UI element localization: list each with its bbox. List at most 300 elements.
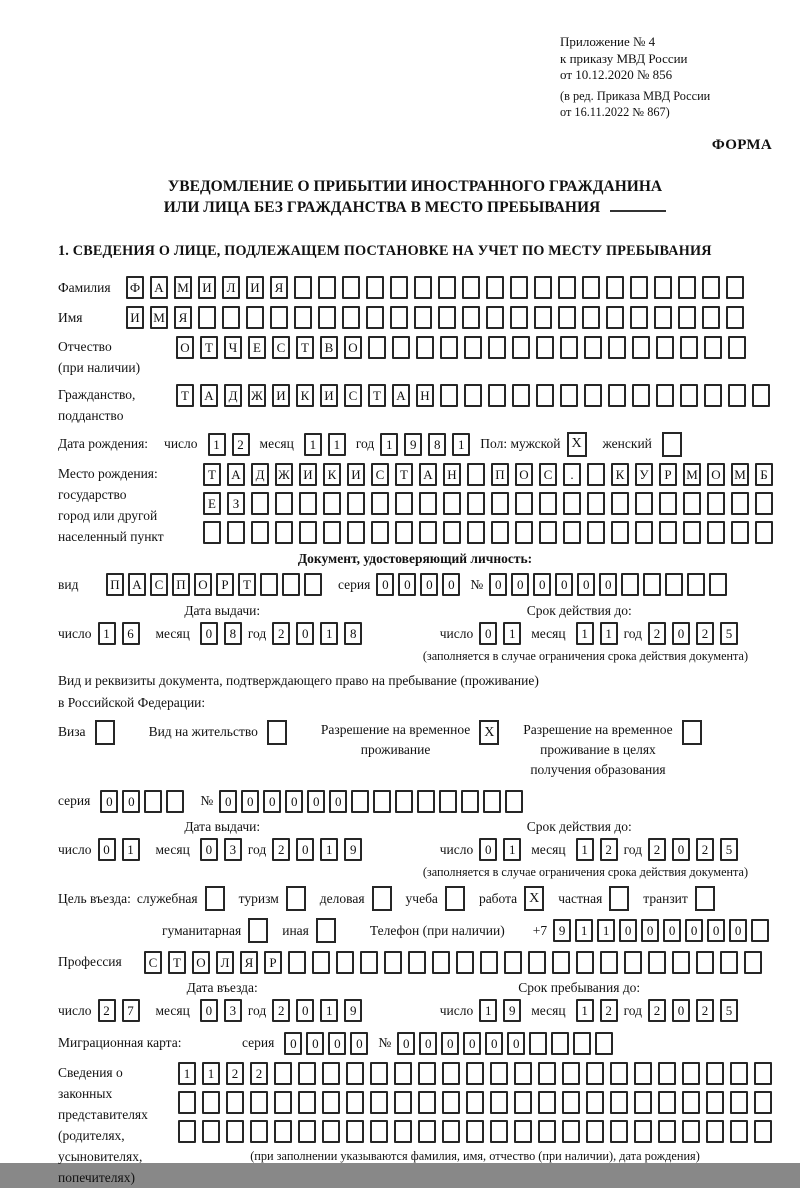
char-cell[interactable] <box>371 492 389 515</box>
char-cell[interactable] <box>539 521 557 544</box>
char-cell[interactable] <box>608 336 626 359</box>
char-cell[interactable] <box>442 1062 460 1085</box>
char-cell[interactable]: 9 <box>404 433 422 456</box>
char-cell[interactable] <box>731 521 749 544</box>
char-cell[interactable] <box>461 790 479 813</box>
char-cell[interactable] <box>464 384 482 407</box>
char-cell[interactable] <box>304 573 322 596</box>
char-cell[interactable] <box>706 1091 724 1114</box>
char-cell[interactable] <box>586 1120 604 1143</box>
sex-female-checkbox[interactable] <box>662 432 682 457</box>
char-cell[interactable] <box>491 492 509 515</box>
char-cell[interactable] <box>467 463 485 486</box>
char-cell[interactable] <box>659 521 677 544</box>
char-cell[interactable]: 0 <box>100 790 118 813</box>
char-cell[interactable]: 0 <box>672 622 690 645</box>
char-cell[interactable] <box>514 1120 532 1143</box>
char-cell[interactable] <box>351 790 369 813</box>
char-cell[interactable]: 0 <box>599 573 617 596</box>
char-cell[interactable] <box>467 521 485 544</box>
char-cell[interactable]: О <box>344 336 362 359</box>
char-cell[interactable] <box>322 1062 340 1085</box>
char-cell[interactable] <box>562 1120 580 1143</box>
char-cell[interactable]: Л <box>216 951 234 974</box>
char-cell[interactable] <box>440 336 458 359</box>
char-cell[interactable] <box>654 276 672 299</box>
char-cell[interactable] <box>370 1091 388 1114</box>
char-cell[interactable] <box>534 276 552 299</box>
char-cell[interactable]: 0 <box>663 919 681 942</box>
char-cell[interactable]: К <box>611 463 629 486</box>
char-cell[interactable] <box>466 1120 484 1143</box>
char-cell[interactable] <box>672 951 690 974</box>
char-cell[interactable]: 0 <box>685 919 703 942</box>
char-cell[interactable]: 2 <box>648 999 666 1022</box>
char-cell[interactable]: 1 <box>320 999 338 1022</box>
char-cell[interactable]: С <box>150 573 168 596</box>
char-cell[interactable]: Т <box>168 951 186 974</box>
char-cell[interactable] <box>680 336 698 359</box>
char-cell[interactable] <box>643 573 661 596</box>
char-cell[interactable]: П <box>172 573 190 596</box>
char-cell[interactable] <box>488 384 506 407</box>
char-cell[interactable]: Ф <box>126 276 144 299</box>
char-cell[interactable]: 1 <box>320 838 338 861</box>
char-cell[interactable]: 0 <box>296 838 314 861</box>
char-cell[interactable] <box>394 1062 412 1085</box>
char-cell[interactable] <box>298 1120 316 1143</box>
purpose-private-checkbox[interactable] <box>609 886 629 911</box>
char-cell[interactable] <box>635 492 653 515</box>
char-cell[interactable]: 1 <box>575 919 593 942</box>
char-cell[interactable]: 1 <box>208 433 226 456</box>
char-cell[interactable] <box>442 1120 460 1143</box>
char-cell[interactable] <box>587 492 605 515</box>
char-cell[interactable]: 0 <box>729 919 747 942</box>
char-cell[interactable] <box>275 521 293 544</box>
char-cell[interactable]: 1 <box>202 1062 220 1085</box>
char-cell[interactable] <box>490 1091 508 1114</box>
char-cell[interactable] <box>696 951 714 974</box>
char-cell[interactable]: Т <box>176 384 194 407</box>
char-cell[interactable]: 0 <box>122 790 140 813</box>
char-cell[interactable] <box>419 492 437 515</box>
char-cell[interactable] <box>294 306 312 329</box>
char-cell[interactable] <box>587 521 605 544</box>
char-cell[interactable]: Т <box>395 463 413 486</box>
purpose-transit-checkbox[interactable] <box>695 886 715 911</box>
char-cell[interactable]: 0 <box>200 838 218 861</box>
char-cell[interactable]: 2 <box>226 1062 244 1085</box>
char-cell[interactable]: 1 <box>452 433 470 456</box>
char-cell[interactable] <box>294 276 312 299</box>
char-cell[interactable]: 8 <box>428 433 446 456</box>
char-cell[interactable] <box>512 336 530 359</box>
char-cell[interactable] <box>755 521 773 544</box>
char-cell[interactable]: 1 <box>479 999 497 1022</box>
char-cell[interactable] <box>203 521 221 544</box>
char-cell[interactable] <box>394 1091 412 1114</box>
char-cell[interactable] <box>754 1120 772 1143</box>
char-cell[interactable] <box>704 384 722 407</box>
char-cell[interactable]: И <box>198 276 216 299</box>
char-cell[interactable] <box>659 492 677 515</box>
char-cell[interactable] <box>534 306 552 329</box>
char-cell[interactable] <box>226 1120 244 1143</box>
char-cell[interactable] <box>706 1062 724 1085</box>
char-cell[interactable] <box>299 521 317 544</box>
char-cell[interactable]: О <box>707 463 725 486</box>
purpose-other-checkbox[interactable] <box>316 918 336 943</box>
char-cell[interactable]: С <box>344 384 362 407</box>
char-cell[interactable] <box>621 573 639 596</box>
char-cell[interactable] <box>562 1091 580 1114</box>
char-cell[interactable]: А <box>227 463 245 486</box>
char-cell[interactable] <box>342 276 360 299</box>
char-cell[interactable] <box>586 1091 604 1114</box>
char-cell[interactable]: 0 <box>442 573 460 596</box>
char-cell[interactable]: И <box>320 384 338 407</box>
char-cell[interactable] <box>558 306 576 329</box>
char-cell[interactable] <box>322 1091 340 1114</box>
char-cell[interactable] <box>754 1091 772 1114</box>
char-cell[interactable] <box>222 306 240 329</box>
char-cell[interactable]: 2 <box>272 999 290 1022</box>
char-cell[interactable] <box>395 492 413 515</box>
char-cell[interactable] <box>417 790 435 813</box>
char-cell[interactable] <box>687 573 705 596</box>
char-cell[interactable] <box>720 951 738 974</box>
char-cell[interactable]: 0 <box>555 573 573 596</box>
char-cell[interactable] <box>707 492 725 515</box>
char-cell[interactable] <box>466 1091 484 1114</box>
char-cell[interactable] <box>432 951 450 974</box>
char-cell[interactable] <box>538 1062 556 1085</box>
purpose-humanitarian-checkbox[interactable] <box>248 918 268 943</box>
char-cell[interactable]: П <box>491 463 509 486</box>
char-cell[interactable] <box>751 919 769 942</box>
char-cell[interactable] <box>373 790 391 813</box>
char-cell[interactable] <box>752 384 770 407</box>
char-cell[interactable]: И <box>126 306 144 329</box>
char-cell[interactable] <box>390 276 408 299</box>
char-cell[interactable] <box>274 1091 292 1114</box>
char-cell[interactable]: 2 <box>648 838 666 861</box>
purpose-work-checkbox[interactable]: X <box>524 886 544 911</box>
char-cell[interactable]: Ж <box>248 384 266 407</box>
char-cell[interactable]: 0 <box>307 790 325 813</box>
purpose-tourism-checkbox[interactable] <box>286 886 306 911</box>
char-cell[interactable] <box>514 1062 532 1085</box>
char-cell[interactable] <box>634 1120 652 1143</box>
char-cell[interactable] <box>648 951 666 974</box>
char-cell[interactable]: З <box>227 492 245 515</box>
char-cell[interactable] <box>371 521 389 544</box>
char-cell[interactable]: 3 <box>224 999 242 1022</box>
char-cell[interactable] <box>370 1120 388 1143</box>
char-cell[interactable]: 1 <box>503 838 521 861</box>
char-cell[interactable] <box>665 573 683 596</box>
char-cell[interactable]: А <box>419 463 437 486</box>
char-cell[interactable] <box>274 1120 292 1143</box>
char-cell[interactable]: О <box>192 951 210 974</box>
char-cell[interactable] <box>624 951 642 974</box>
char-cell[interactable]: 1 <box>380 433 398 456</box>
char-cell[interactable] <box>418 1091 436 1114</box>
char-cell[interactable]: Я <box>270 276 288 299</box>
char-cell[interactable]: 3 <box>224 838 242 861</box>
char-cell[interactable] <box>366 306 384 329</box>
char-cell[interactable]: 1 <box>122 838 140 861</box>
char-cell[interactable]: 0 <box>672 999 690 1022</box>
char-cell[interactable] <box>298 1091 316 1114</box>
char-cell[interactable] <box>346 1091 364 1114</box>
char-cell[interactable] <box>563 492 581 515</box>
char-cell[interactable] <box>611 521 629 544</box>
char-cell[interactable]: 0 <box>707 919 725 942</box>
char-cell[interactable]: Т <box>368 384 386 407</box>
char-cell[interactable] <box>505 790 523 813</box>
residence-permit-checkbox[interactable] <box>267 720 287 745</box>
char-cell[interactable] <box>654 306 672 329</box>
char-cell[interactable] <box>678 276 696 299</box>
char-cell[interactable]: В <box>320 336 338 359</box>
char-cell[interactable]: О <box>194 573 212 596</box>
char-cell[interactable]: Д <box>251 463 269 486</box>
char-cell[interactable]: 0 <box>350 1032 368 1055</box>
char-cell[interactable]: Ж <box>275 463 293 486</box>
char-cell[interactable]: 2 <box>600 838 618 861</box>
char-cell[interactable] <box>635 521 653 544</box>
char-cell[interactable]: 1 <box>98 622 116 645</box>
char-cell[interactable] <box>250 1120 268 1143</box>
char-cell[interactable]: И <box>299 463 317 486</box>
char-cell[interactable] <box>466 1062 484 1085</box>
char-cell[interactable] <box>490 1120 508 1143</box>
char-cell[interactable]: П <box>106 573 124 596</box>
char-cell[interactable]: 1 <box>178 1062 196 1085</box>
char-cell[interactable]: Я <box>240 951 258 974</box>
char-cell[interactable] <box>562 1062 580 1085</box>
char-cell[interactable]: 0 <box>511 573 529 596</box>
char-cell[interactable]: 2 <box>696 999 714 1022</box>
char-cell[interactable] <box>658 1091 676 1114</box>
char-cell[interactable]: 1 <box>328 433 346 456</box>
char-cell[interactable]: А <box>128 573 146 596</box>
char-cell[interactable]: К <box>323 463 341 486</box>
char-cell[interactable]: 0 <box>263 790 281 813</box>
char-cell[interactable]: Т <box>296 336 314 359</box>
char-cell[interactable] <box>366 276 384 299</box>
char-cell[interactable]: 0 <box>420 573 438 596</box>
char-cell[interactable] <box>275 492 293 515</box>
char-cell[interactable]: Р <box>264 951 282 974</box>
char-cell[interactable] <box>514 1091 532 1114</box>
char-cell[interactable]: 8 <box>224 622 242 645</box>
char-cell[interactable]: 9 <box>344 999 362 1022</box>
char-cell[interactable] <box>346 1120 364 1143</box>
char-cell[interactable]: 2 <box>696 838 714 861</box>
char-cell[interactable] <box>347 492 365 515</box>
char-cell[interactable] <box>731 492 749 515</box>
char-cell[interactable] <box>390 306 408 329</box>
char-cell[interactable] <box>656 384 674 407</box>
char-cell[interactable] <box>702 276 720 299</box>
char-cell[interactable]: 5 <box>720 622 738 645</box>
char-cell[interactable] <box>166 790 184 813</box>
char-cell[interactable]: 2 <box>250 1062 268 1085</box>
char-cell[interactable] <box>707 521 725 544</box>
char-cell[interactable] <box>680 384 698 407</box>
char-cell[interactable] <box>486 306 504 329</box>
char-cell[interactable] <box>227 521 245 544</box>
char-cell[interactable] <box>536 384 554 407</box>
char-cell[interactable] <box>251 521 269 544</box>
char-cell[interactable] <box>582 306 600 329</box>
char-cell[interactable] <box>438 276 456 299</box>
char-cell[interactable]: И <box>246 276 264 299</box>
char-cell[interactable]: 0 <box>397 1032 415 1055</box>
char-cell[interactable] <box>202 1091 220 1114</box>
char-cell[interactable]: У <box>635 463 653 486</box>
char-cell[interactable]: 0 <box>329 790 347 813</box>
char-cell[interactable]: Т <box>203 463 221 486</box>
char-cell[interactable] <box>395 521 413 544</box>
char-cell[interactable]: С <box>539 463 557 486</box>
char-cell[interactable]: 0 <box>241 790 259 813</box>
char-cell[interactable] <box>346 1062 364 1085</box>
char-cell[interactable] <box>610 1062 628 1085</box>
char-cell[interactable] <box>730 1091 748 1114</box>
char-cell[interactable] <box>728 384 746 407</box>
char-cell[interactable]: 0 <box>285 790 303 813</box>
char-cell[interactable] <box>658 1120 676 1143</box>
char-cell[interactable] <box>563 521 581 544</box>
char-cell[interactable] <box>274 1062 292 1085</box>
char-cell[interactable] <box>573 1032 591 1055</box>
char-cell[interactable] <box>658 1062 676 1085</box>
char-cell[interactable] <box>491 521 509 544</box>
char-cell[interactable]: 0 <box>533 573 551 596</box>
char-cell[interactable] <box>755 492 773 515</box>
char-cell[interactable]: 0 <box>463 1032 481 1055</box>
char-cell[interactable] <box>323 521 341 544</box>
char-cell[interactable]: Т <box>200 336 218 359</box>
char-cell[interactable] <box>538 1091 556 1114</box>
char-cell[interactable] <box>606 306 624 329</box>
char-cell[interactable] <box>600 951 618 974</box>
char-cell[interactable] <box>322 1120 340 1143</box>
char-cell[interactable]: 1 <box>576 838 594 861</box>
char-cell[interactable] <box>486 276 504 299</box>
char-cell[interactable]: 0 <box>641 919 659 942</box>
char-cell[interactable]: Е <box>203 492 221 515</box>
char-cell[interactable] <box>538 1120 556 1143</box>
char-cell[interactable]: Л <box>222 276 240 299</box>
char-cell[interactable]: 7 <box>122 999 140 1022</box>
char-cell[interactable]: 1 <box>304 433 322 456</box>
char-cell[interactable] <box>630 276 648 299</box>
char-cell[interactable] <box>144 790 162 813</box>
char-cell[interactable]: Т <box>238 573 256 596</box>
char-cell[interactable] <box>706 1120 724 1143</box>
char-cell[interactable]: Д <box>224 384 242 407</box>
char-cell[interactable]: О <box>515 463 533 486</box>
char-cell[interactable]: 2 <box>272 622 290 645</box>
char-cell[interactable]: 8 <box>344 622 362 645</box>
char-cell[interactable] <box>702 306 720 329</box>
purpose-official-checkbox[interactable] <box>205 886 225 911</box>
char-cell[interactable] <box>270 306 288 329</box>
char-cell[interactable]: 0 <box>284 1032 302 1055</box>
purpose-study-checkbox[interactable] <box>445 886 465 911</box>
char-cell[interactable] <box>440 384 458 407</box>
char-cell[interactable] <box>709 573 727 596</box>
char-cell[interactable] <box>462 306 480 329</box>
char-cell[interactable] <box>656 336 674 359</box>
char-cell[interactable]: 9 <box>553 919 571 942</box>
char-cell[interactable]: 0 <box>479 838 497 861</box>
char-cell[interactable] <box>586 1062 604 1085</box>
purpose-business-checkbox[interactable] <box>372 886 392 911</box>
char-cell[interactable]: 0 <box>219 790 237 813</box>
char-cell[interactable] <box>347 521 365 544</box>
char-cell[interactable] <box>754 1062 772 1085</box>
char-cell[interactable]: 0 <box>489 573 507 596</box>
char-cell[interactable] <box>730 1120 748 1143</box>
char-cell[interactable] <box>576 951 594 974</box>
char-cell[interactable] <box>312 951 330 974</box>
char-cell[interactable]: 9 <box>503 999 521 1022</box>
char-cell[interactable] <box>318 306 336 329</box>
char-cell[interactable]: Р <box>216 573 234 596</box>
char-cell[interactable] <box>202 1120 220 1143</box>
char-cell[interactable] <box>634 1062 652 1085</box>
char-cell[interactable] <box>260 573 278 596</box>
char-cell[interactable] <box>529 1032 547 1055</box>
char-cell[interactable]: Р <box>659 463 677 486</box>
char-cell[interactable]: Н <box>443 463 461 486</box>
char-cell[interactable] <box>408 951 426 974</box>
char-cell[interactable] <box>682 1120 700 1143</box>
char-cell[interactable] <box>246 306 264 329</box>
char-cell[interactable] <box>558 276 576 299</box>
char-cell[interactable] <box>528 951 546 974</box>
char-cell[interactable]: 6 <box>122 622 140 645</box>
char-cell[interactable] <box>370 1062 388 1085</box>
char-cell[interactable]: С <box>371 463 389 486</box>
char-cell[interactable] <box>611 492 629 515</box>
char-cell[interactable]: С <box>272 336 290 359</box>
char-cell[interactable]: 0 <box>507 1032 525 1055</box>
char-cell[interactable]: 0 <box>296 999 314 1022</box>
char-cell[interactable] <box>462 276 480 299</box>
char-cell[interactable] <box>744 951 762 974</box>
char-cell[interactable]: 0 <box>485 1032 503 1055</box>
char-cell[interactable] <box>438 306 456 329</box>
char-cell[interactable] <box>584 384 602 407</box>
char-cell[interactable] <box>515 521 533 544</box>
char-cell[interactable] <box>683 492 701 515</box>
char-cell[interactable]: 2 <box>232 433 250 456</box>
char-cell[interactable] <box>443 492 461 515</box>
temp-residence-edu-checkbox[interactable] <box>682 720 702 745</box>
char-cell[interactable]: 2 <box>648 622 666 645</box>
char-cell[interactable] <box>728 336 746 359</box>
char-cell[interactable] <box>342 306 360 329</box>
char-cell[interactable]: . <box>563 463 581 486</box>
char-cell[interactable]: 0 <box>306 1032 324 1055</box>
